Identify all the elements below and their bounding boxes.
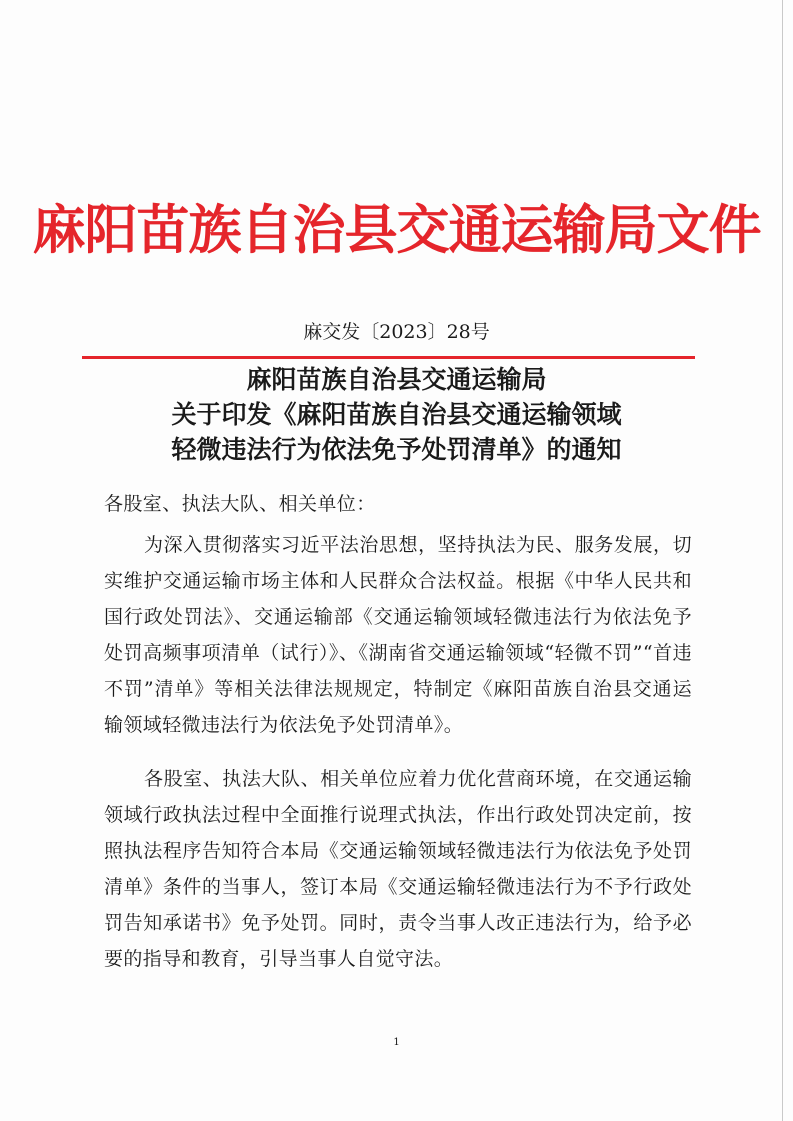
notice-title-line-3: 轻微违法行为依法免予处罚清单》的通知 — [171, 435, 622, 464]
notice-title-line-1: 麻阳苗族自治县交通运输局 — [246, 365, 547, 394]
document-banner-title: 麻阳苗族自治县交通运输局文件 — [32, 200, 761, 261]
salutation: 各股室、执法大队、相关单位： — [104, 493, 376, 515]
red-divider-line — [82, 356, 695, 359]
body-paragraph-2: 各股室、执法大队、相关单位应着力优化营商环境，在交通运输领域行政执法过程中全面推行说理式执法，作出行政处罚决定前，按照执法程序告知符合本局《交通运输领域轻微违法行为依法免予处罚清单》条件的当事人，签订本局《交通运输轻微违法行为不予行政处罚告知承诺书》免予处罚。同时，责令当事人改正违法行为，给予必要的指导和教育，引导当事人自觉守法。 — [104, 768, 692, 970]
scan-edge-line — [782, 0, 783, 1121]
notice-title-line-2: 关于印发《麻阳苗族自治县交通运输领域 — [171, 400, 622, 429]
page-number: 1 — [393, 1037, 400, 1048]
document-number: 麻交发〔2023〕28号 — [303, 321, 490, 343]
body-paragraph-1: 为深入贯彻落实习近平法治思想，坚持执法为民、服务发展，切实维护交通运输市场主体和人民群众合法权益。根据《中华人民共和国行政处罚法》、交通运输部《交通运输领域轻微违法行为依法免予处罚高频事项清单（试行）》、《湖南省交通运输领域“轻微不罚”“首违不罚”清单》等相关法律法规规定，特制定《麻阳苗族自治县交通运输领域轻微违法行为依法免予处罚清单》。 — [104, 534, 692, 736]
notice-title — [0, 362, 793, 467]
